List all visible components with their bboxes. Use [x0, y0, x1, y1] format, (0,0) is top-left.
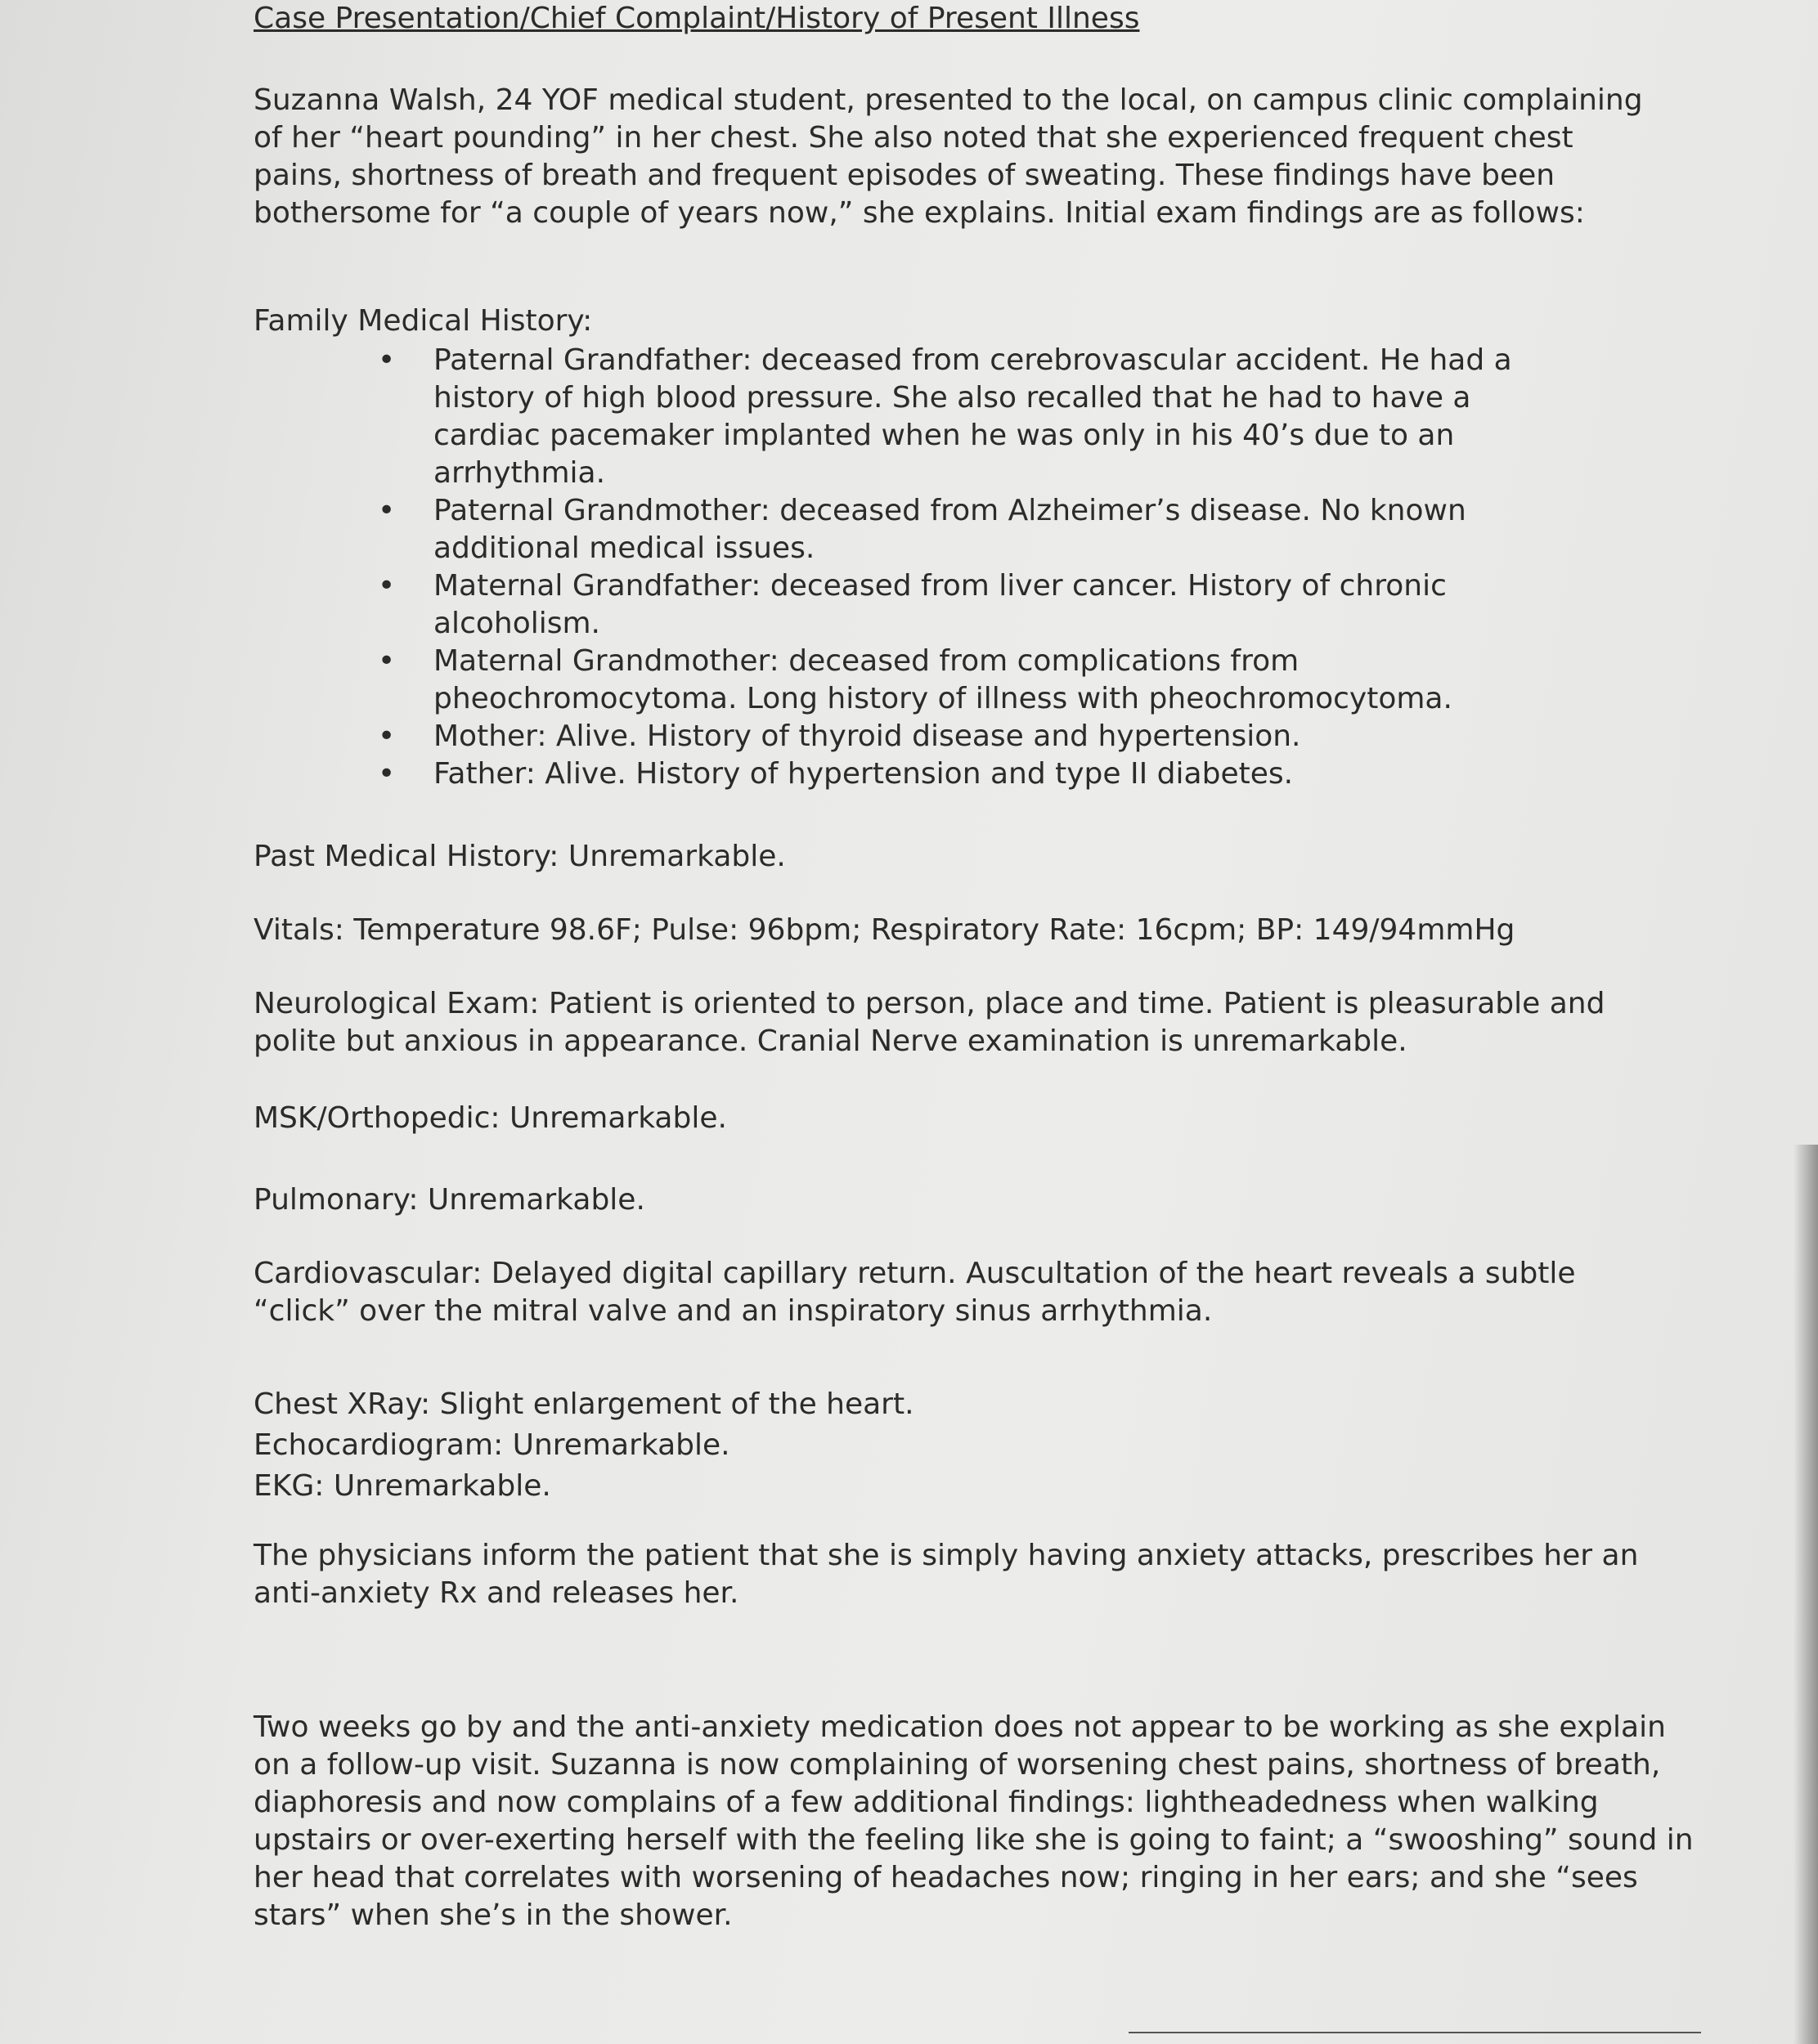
bottom-rule: [1129, 2032, 1701, 2033]
intro-paragraph: Suzanna Walsh, 24 YOF medical student, presented to the local, on campus clinic complaining of her “heart pounding” in her chest. She also noted that she experienced frequent chest pains, shortness of breath and frequent episodes of sweating. These findings have been bothersome for “a couple of years now,” she explains. Initial exam findings are as follows:: [254, 83, 1643, 230]
vitals: Vitals: Temperature 98.6F; Pulse: 96bpm; Respiratory Rate: 16cpm; BP: 149/94mmHg: [254, 913, 1515, 947]
follow-up-paragraph: Two weeks go by and the anti-anxiety medication does not appear to be working as she explain on a follow-up visit. Suzanna is now complaining of worsening chest pains, shortness of breath, diaphoresis and now complains of a few additional findings: lightheadedness when walking upstairs or over-exerting herself with the feeling like she is going to faint; a “swooshing” sound in her head that correlates with worsening of headaches now; ringing in her ears; and she “sees stars” when she’s in the shower.: [254, 1710, 1694, 1932]
document-title: Case Presentation/Chief Complaint/History of Present Illness: [254, 2, 1140, 35]
family-history-list: [378, 342, 1578, 793]
family-history-text: Maternal Grandmother: deceased from complications from pheochromocytoma. Long history of illness with pheochromocytoma.: [433, 644, 1452, 715]
ekg: EKG: Unremarkable.: [254, 1469, 551, 1503]
family-history-text: Paternal Grandfather: deceased from cerebrovascular accident. He had a history of high blood pressure. She also recalled that he had to have a cardiac pacemaker implanted when he was only in his 40’s due to an arrhythmia.: [433, 343, 1512, 490]
family-history-text: Paternal Grandmother: deceased from Alzheimer’s disease. No known additional medical issues.: [433, 494, 1466, 565]
family-history-item: [378, 342, 1578, 492]
family-history-text: Mother: Alive. History of thyroid disease and hypertension.: [433, 719, 1301, 753]
family-history-item: [378, 492, 1578, 567]
physicians-paragraph: The physicians inform the patient that she is simply having anxiety attacks, prescribes her an anti-anxiety Rx and releases her.: [254, 1539, 1639, 1610]
bullet-icon: •: [378, 757, 396, 791]
family-history-item: [378, 643, 1578, 718]
bullet-icon: •: [378, 494, 396, 527]
bullet-icon: •: [378, 719, 396, 753]
bullet-icon: •: [378, 343, 396, 377]
family-history-item: [378, 755, 1578, 793]
family-history-text: Maternal Grandfather: deceased from liver cancer. History of chronic alcoholism.: [433, 569, 1447, 640]
chest-xray: Chest XRay: Slight enlargement of the heart.: [254, 1387, 914, 1421]
past-medical-history: Past Medical History: Unremarkable.: [254, 840, 786, 873]
neurological-exam: Neurological Exam: Patient is oriented to person, place and time. Patient is pleasurable and polite but anxious in appearance. Cranial Nerve examination is unremarkable.: [254, 987, 1605, 1058]
pulmonary: Pulmonary: Unremarkable.: [254, 1183, 645, 1217]
cardiovascular: Cardiovascular: Delayed digital capillary return. Auscultation of the heart reveals a subtle “click” over the mitral valve and an inspiratory sinus arrhythmia.: [254, 1257, 1576, 1328]
family-history-text: Father: Alive. History of hypertension and type II diabetes.: [433, 757, 1294, 791]
echocardiogram: Echocardiogram: Unremarkable.: [254, 1428, 730, 1462]
family-history-item: [378, 567, 1578, 643]
family-history-item: [378, 718, 1578, 755]
page-edge-shadow: [1793, 1145, 1818, 2044]
msk-orthopedic: MSK/Orthopedic: Unremarkable.: [254, 1101, 727, 1135]
bullet-icon: •: [378, 644, 396, 678]
bullet-icon: •: [378, 569, 396, 603]
family-history-heading: Family Medical History:: [254, 304, 593, 338]
